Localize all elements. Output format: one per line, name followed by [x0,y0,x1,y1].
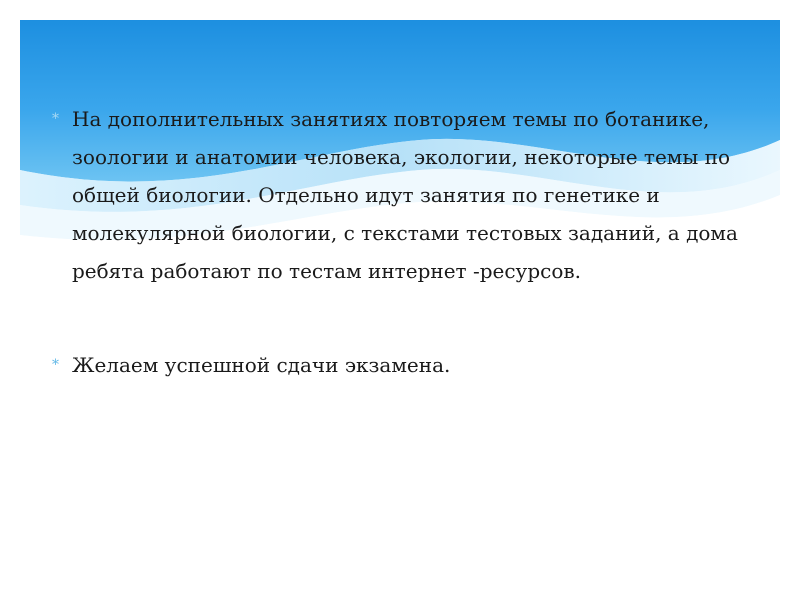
bullet-item-2 [52,346,752,384]
bullet-text-1: На дополнительных занятиях повторяем темы по ботанике, зоологии и анатомии человека, экологии, некоторые темы по общей биологии. Отдельно идут занятия по генетике и молекулярной биологии, с текстами тестовых заданий, а дома ребята работают по тестам интернет -ресурсов. [72,107,738,283]
bullet-asterisk-icon: * [52,111,59,127]
bullet-text-2: Желаем успешной сдачи экзамена. [72,353,451,377]
slide-content [52,100,752,384]
bullet-item-1 [52,100,752,290]
bullet-asterisk-icon: * [52,357,59,373]
